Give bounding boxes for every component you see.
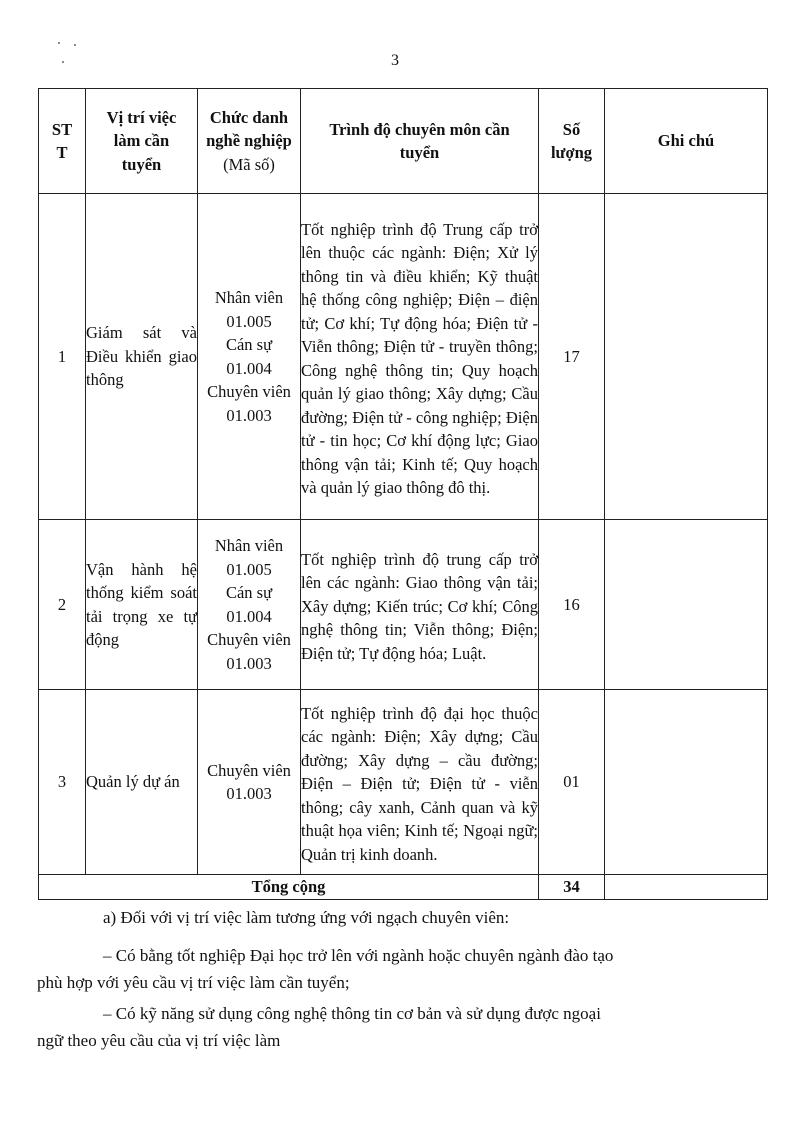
- header-title: [198, 89, 301, 194]
- title-line: 01.004: [226, 358, 272, 378]
- title-line: Nhân viên: [214, 536, 284, 555]
- row-note: [605, 194, 768, 520]
- scan-speck: [74, 44, 76, 46]
- title-line: 01.003: [226, 405, 272, 425]
- row-note: [605, 520, 768, 690]
- row-quantity: 01: [539, 690, 605, 875]
- title-line: Cán sự: [225, 583, 273, 602]
- header-position: Vị trí việc làm cần tuyển: [86, 89, 198, 194]
- row-qualification: [301, 690, 539, 875]
- total-label: Tổng cộng: [39, 875, 539, 900]
- row-titles: [198, 520, 301, 690]
- row-stt: 1: [39, 194, 86, 520]
- header-note: Ghi chú: [605, 89, 768, 194]
- row-qualification: [301, 194, 539, 520]
- table-total-row: [39, 875, 768, 900]
- header-quantity: Số lượng: [539, 89, 605, 194]
- row-qualification: [301, 520, 539, 690]
- paragraph-b-line2: phù hợp với yêu cầu vị trí việc làm cần tuyển;: [37, 973, 350, 992]
- header-title-code: (Mã số): [223, 154, 275, 174]
- header-stt: ST T: [39, 89, 86, 194]
- title-line: Chuyên viên: [207, 760, 291, 780]
- title-line: 01.003: [226, 784, 272, 803]
- title-line: Chuyên viên: [207, 630, 291, 649]
- title-line: Nhân viên: [214, 288, 284, 307]
- row-quantity: 16: [539, 520, 605, 690]
- row-quantity: 17: [539, 194, 605, 520]
- paragraph-c-line2: ngữ theo yêu cầu của vị trí việc làm: [37, 1031, 281, 1050]
- title-line: Chuyên viên: [207, 382, 291, 401]
- table-row: [39, 194, 768, 520]
- title-line: 01.005: [226, 559, 272, 579]
- header-qualification: Trình độ chuyên môn cần tuyển: [301, 89, 539, 194]
- row-position: Quản lý dự án: [86, 690, 198, 875]
- paragraph-b: [37, 942, 743, 996]
- qualification-text: Tốt nghiệp trình độ Trung cấp trở lên thuộc các ngành: Điện; Xử lý thông tin và điều khiển; Kỹ thuật hệ thống công nghiệp; Điện – điện tử; Cơ khí; Tự động hóa; Điện tử - Viễn thông; Điện tử - truyền thông; Công nghệ thông tin; Quy hoạch quản lý giao thông; Xây dựng; Cầu đường; Điện tử - công nghiệp; Điện tử - tin học; Cơ khí động lực; Giao thông vận tải; Kinh tế; Quy hoạch và quản lý giao thông đô thị.: [301, 219, 538, 497]
- recruitment-table: [38, 88, 768, 900]
- scan-speck: [58, 42, 60, 44]
- row-titles: [198, 690, 301, 875]
- total-value: 34: [539, 875, 605, 900]
- row-note: [605, 690, 768, 875]
- paragraph-c-line1: – Có kỹ năng sử dụng công nghệ thông tin cơ bản và sử dụng được ngoại: [103, 1004, 601, 1023]
- title-line: 01.005: [226, 311, 272, 331]
- table-row: [39, 520, 768, 690]
- paragraph-a: a) Đối với vị trí việc làm tương ứng với ngạch chuyên viên:: [103, 908, 510, 927]
- page-number: 3: [391, 52, 399, 69]
- qualification-text: Tốt nghiệp trình độ đại học thuộc các ngành: Điện; Xây dựng; Cầu đường; Xây dựng – cầu đường; Điện – Điện tử; Điện tử - viễn thông; cây xanh, Cảnh quan và kỹ thuật họa viên; Kinh tế; Ngoại ngữ; Quản trị kinh doanh.: [301, 703, 538, 864]
- qualification-text: Tốt nghiệp trình độ trung cấp trở lên các ngành: Giao thông vận tải; Xây dựng; Kiến trúc; Cơ khí; Công nghệ thông tin; Viễn thông; Điện; Điện tử; Tự động hóa; Luật.: [301, 549, 538, 663]
- total-note: [605, 875, 768, 900]
- title-line: 01.004: [226, 606, 272, 626]
- paragraph-c: [37, 1000, 743, 1054]
- row-stt: 2: [39, 520, 86, 690]
- paragraph-b-line1: – Có bằng tốt nghiệp Đại học trở lên với ngành hoặc chuyên ngành đào tạo: [103, 946, 614, 965]
- table-header-row: [39, 89, 768, 194]
- header-title-text: Chức danh nghề nghiệp: [206, 107, 292, 151]
- row-position: Giám sát và Điều khiển giao thông: [86, 194, 198, 520]
- row-titles: [198, 194, 301, 520]
- title-line: Cán sự: [225, 335, 273, 354]
- title-line: 01.003: [226, 653, 272, 673]
- row-stt: 3: [39, 690, 86, 875]
- row-position: Vận hành hệ thống kiểm soát tải trọng xe tự động: [86, 520, 198, 690]
- table-row: [39, 690, 768, 875]
